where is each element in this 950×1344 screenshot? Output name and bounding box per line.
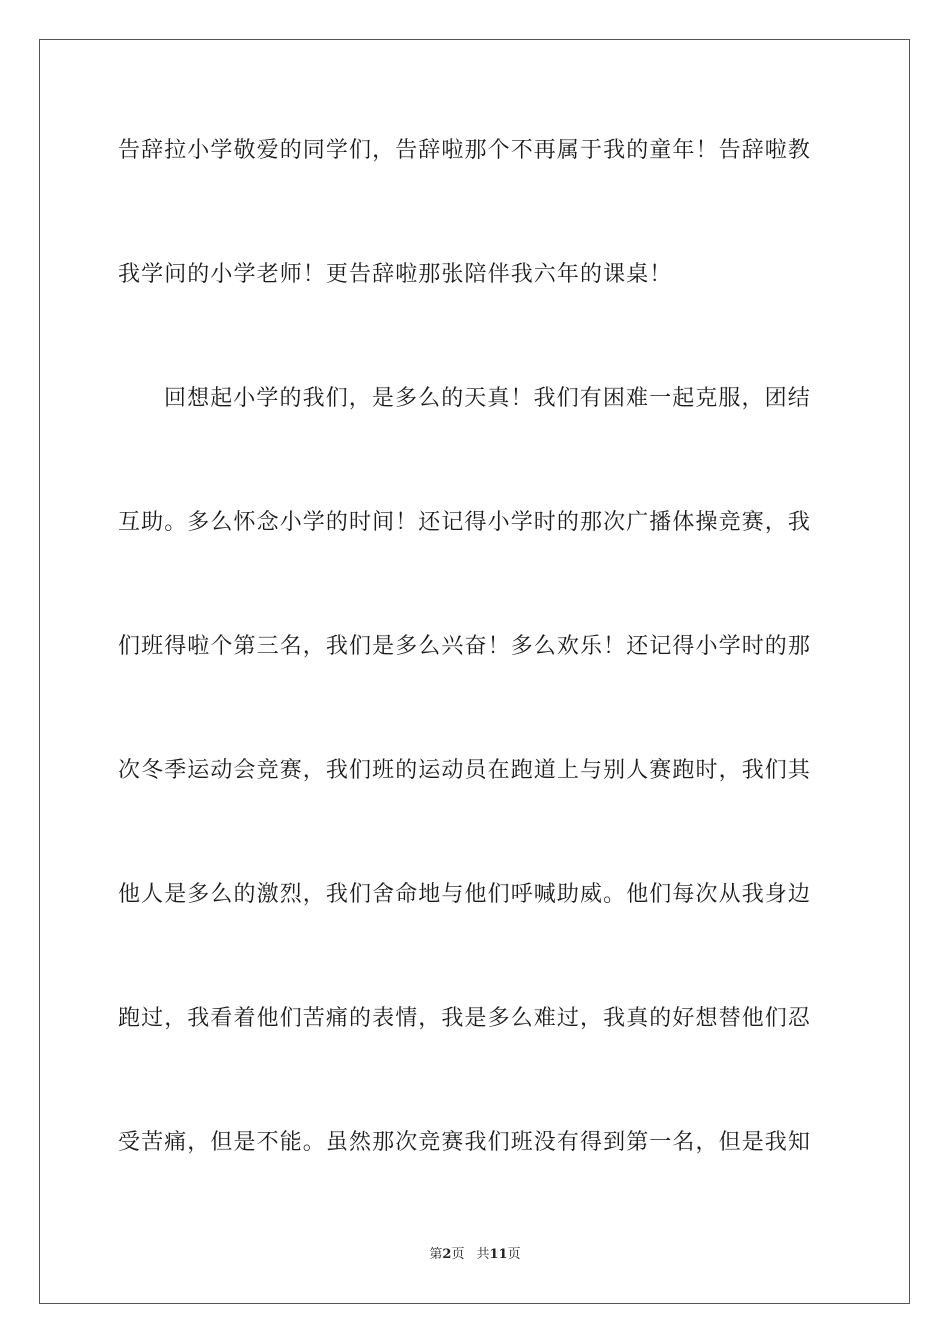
total-prefix: 共 (476, 1247, 490, 1262)
text-line-3: 回想起小学的我们，是多么的天真！我们有困难一起克服，团结 (164, 386, 811, 411)
text-line-1: 告辞拉小学敬爱的同学们，告辞啦那个不再属于我的童年！告辞啦教 (118, 138, 812, 163)
text-line-8: 跑过，我看着他们苦痛的表情，我是多么难过，我真的好想替他们忍 (118, 1006, 812, 1031)
text-line-6: 次冬季运动会竞赛，我们班的运动员在跑道上与别人赛跑时，我们其 (118, 758, 812, 783)
text-line-5: 们班得啦个第三名，我们是多么兴奋！多么欢乐！还记得小学时的那 (118, 634, 812, 659)
page-suffix: 页 (451, 1247, 465, 1262)
text-line-7: 他人是多么的激烈，我们舍命地与他们呼喊助威。他们每次从我身边 (118, 882, 812, 907)
document-body (118, 126, 834, 1242)
total-pages: 11 (489, 1247, 508, 1262)
page-number: 2 (442, 1247, 452, 1262)
page-footer (0, 1245, 950, 1265)
text-line-2: 我学问的小学老师！更告辞啦那张陪伴我六年的课桌！ (118, 262, 673, 287)
text-line-9: 受苦痛，但是不能。虽然那次竞赛我们班没有得到第一名，但是我知 (118, 1130, 812, 1155)
total-suffix: 页 (507, 1247, 521, 1262)
page-prefix: 第 (429, 1247, 443, 1262)
text-line-4: 互助。多么怀念小学的时间！还记得小学时的那次广播体操竞赛，我 (118, 510, 812, 535)
